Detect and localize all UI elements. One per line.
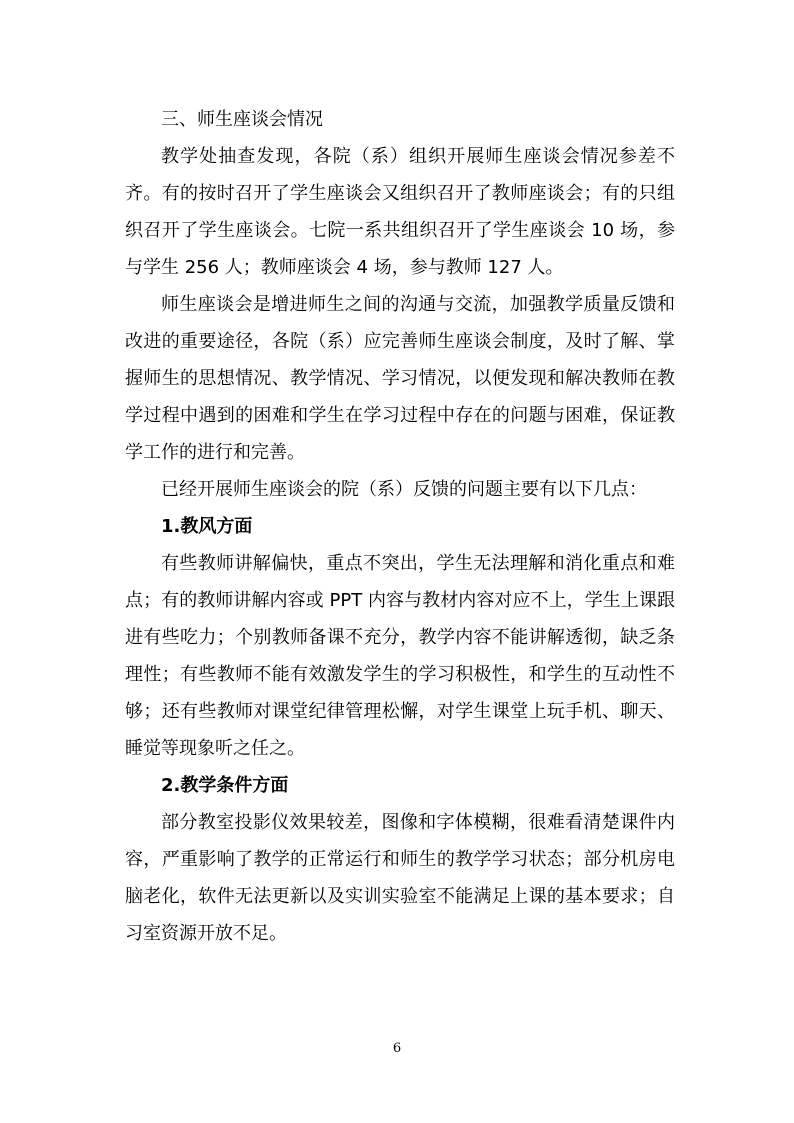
page-content bbox=[125, 101, 675, 952]
subheading-teaching-style: 1.教风方面 bbox=[161, 516, 253, 537]
page-number: 6 bbox=[392, 1041, 402, 1056]
paragraph-importance: 师生座谈会是增进师生之间的沟通与交流，加强教学质量反馈和改进的重要途径，各院（系）应完善师生座谈会制度，及时了解、掌握师生的思想情况、教学情况、学习情况，以便发现和解决教师在教学过程中遇到的困难和学生在学习过程中存在的问题与困难，保证教学工作的进行和完善。 bbox=[125, 294, 675, 463]
paragraph-teaching-style: 有些教师讲解偏快，重点不突出，学生无法理解和消化重点和难点；有的教师讲解内容或 PPT 内容与教材内容对应不上，学生上课跟进有些吃力；个别教师备课不充分，教学内容不能讲解透彻，缺乏条理性；有些教师不能有效激发学生的学习积极性，和学生的互动性不够；还有些教师对课堂纪律管理松懈，对学生课堂上玩手机、聊天、睡觉等现象听之任之。 bbox=[125, 553, 675, 759]
section-heading: 三、师生座谈会情况 bbox=[161, 109, 323, 130]
paragraph-spot-check: 教学处抽查发现，各院（系）组织开展师生座谈会情况参差不齐。有的按时召开了学生座谈会又组织召开了教师座谈会；有的只组织召开了学生座谈会。七院一系共组织召开了学生座谈会 10 场，参与学生 256 人；教师座谈会 4 场，参与教师 127 人。 bbox=[125, 146, 675, 278]
subheading-teaching-conditions: 2.教学条件方面 bbox=[161, 775, 289, 796]
paragraph-issues-intro: 已经开展师生座谈会的院（系）反馈的问题主要有以下几点： bbox=[161, 479, 647, 500]
paragraph-teaching-conditions: 部分教室投影仪效果较差，图像和字体模糊，很难看清楚课件内容，严重影响了教学的正常运行和师生的教学学习状态；部分机房电脑老化，软件无法更新以及实训实验室不能满足上课的基本要求；自习室资源开放不足。 bbox=[125, 812, 675, 944]
